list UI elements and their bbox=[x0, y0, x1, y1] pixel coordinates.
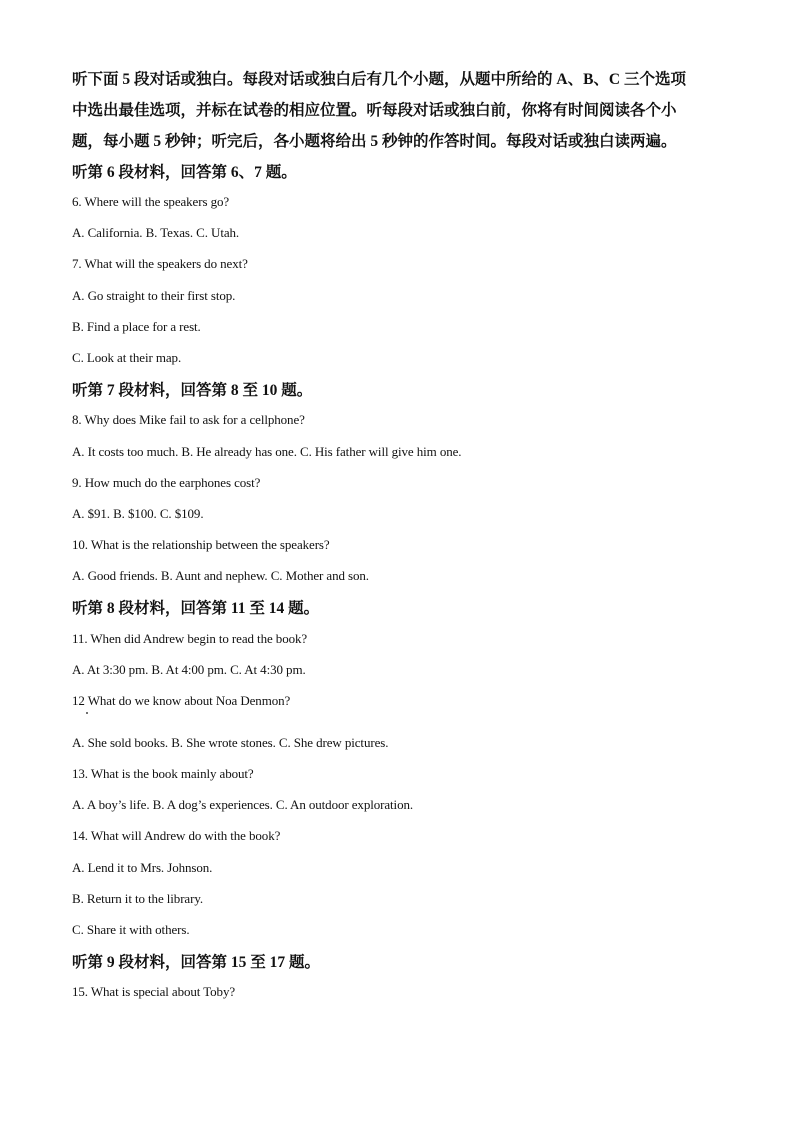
question: 12 What do we know about Noa Denmon? bbox=[72, 693, 291, 708]
answer-option: C. Look at their map. bbox=[72, 350, 182, 365]
answer-options: A. $91. B. $100. C. $109. bbox=[72, 506, 204, 521]
answer-options: A. It costs too much. B. He already has one. C. His father will give him one. bbox=[72, 444, 462, 459]
question: 9. How much do the earphones cost? bbox=[72, 475, 261, 490]
answer-options: A. A boy’s life. B. A dog’s experiences. C. An outdoor exploration. bbox=[72, 797, 414, 812]
answer-option: B. Find a place for a rest. bbox=[72, 319, 201, 334]
instructions bbox=[72, 64, 732, 157]
section-heading: 听第 6 段材料，回答第 6、7 题。 bbox=[72, 164, 297, 181]
answer-options: A. At 3:30 pm. B. At 4:00 pm. C. At 4:30 pm. bbox=[72, 662, 306, 677]
section-heading: 听第 9 段材料，回答第 15 至 17 题。 bbox=[72, 954, 321, 971]
instructions-line: 题，每小题 5 秒钟；听完后，各小题将给出 5 秒钟的作答时间。每段对话或独白读两遍。 bbox=[72, 133, 677, 150]
instructions-line: 听下面 5 段对话或独白。每段对话或独白后有几个小题，从题中所给的 A、B、C 三个选项 bbox=[72, 71, 686, 88]
section-heading: 听第 8 段材料，回答第 11 至 14 题。 bbox=[72, 600, 320, 617]
question: 14. What will Andrew do with the book? bbox=[72, 828, 281, 843]
question: 15. What is special about Toby? bbox=[72, 984, 236, 999]
answer-option: B. Return it to the library. bbox=[72, 891, 204, 906]
instructions-line: 中选出最佳选项，并标在试卷的相应位置。听每段对话或独白前，你将有时间阅读各个小 bbox=[72, 102, 677, 119]
section-heading: 听第 7 段材料，回答第 8 至 10 题。 bbox=[72, 382, 313, 399]
answer-option: C. Share it with others. bbox=[72, 922, 190, 937]
question: 11. When did Andrew begin to read the book? bbox=[72, 631, 308, 646]
answer-option: A. Lend it to Mrs. Johnson. bbox=[72, 860, 213, 875]
question: 6. Where will the speakers go? bbox=[72, 194, 230, 209]
answer-options: A. California. B. Texas. C. Utah. bbox=[72, 225, 240, 240]
question: 10. What is the relationship between the speakers? bbox=[72, 537, 330, 552]
question: 7. What will the speakers do next? bbox=[72, 256, 248, 271]
answer-options: A. Good friends. B. Aunt and nephew. C. Mother and son. bbox=[72, 568, 369, 583]
answer-options: A. She sold books. B. She wrote stones. C. She drew pictures. bbox=[72, 735, 389, 750]
question: 13. What is the book mainly about? bbox=[72, 766, 254, 781]
answer-option: A. Go straight to their first stop. bbox=[72, 288, 236, 303]
question: 8. Why does Mike fail to ask for a cellphone? bbox=[72, 412, 305, 427]
stray-mark bbox=[86, 712, 88, 714]
